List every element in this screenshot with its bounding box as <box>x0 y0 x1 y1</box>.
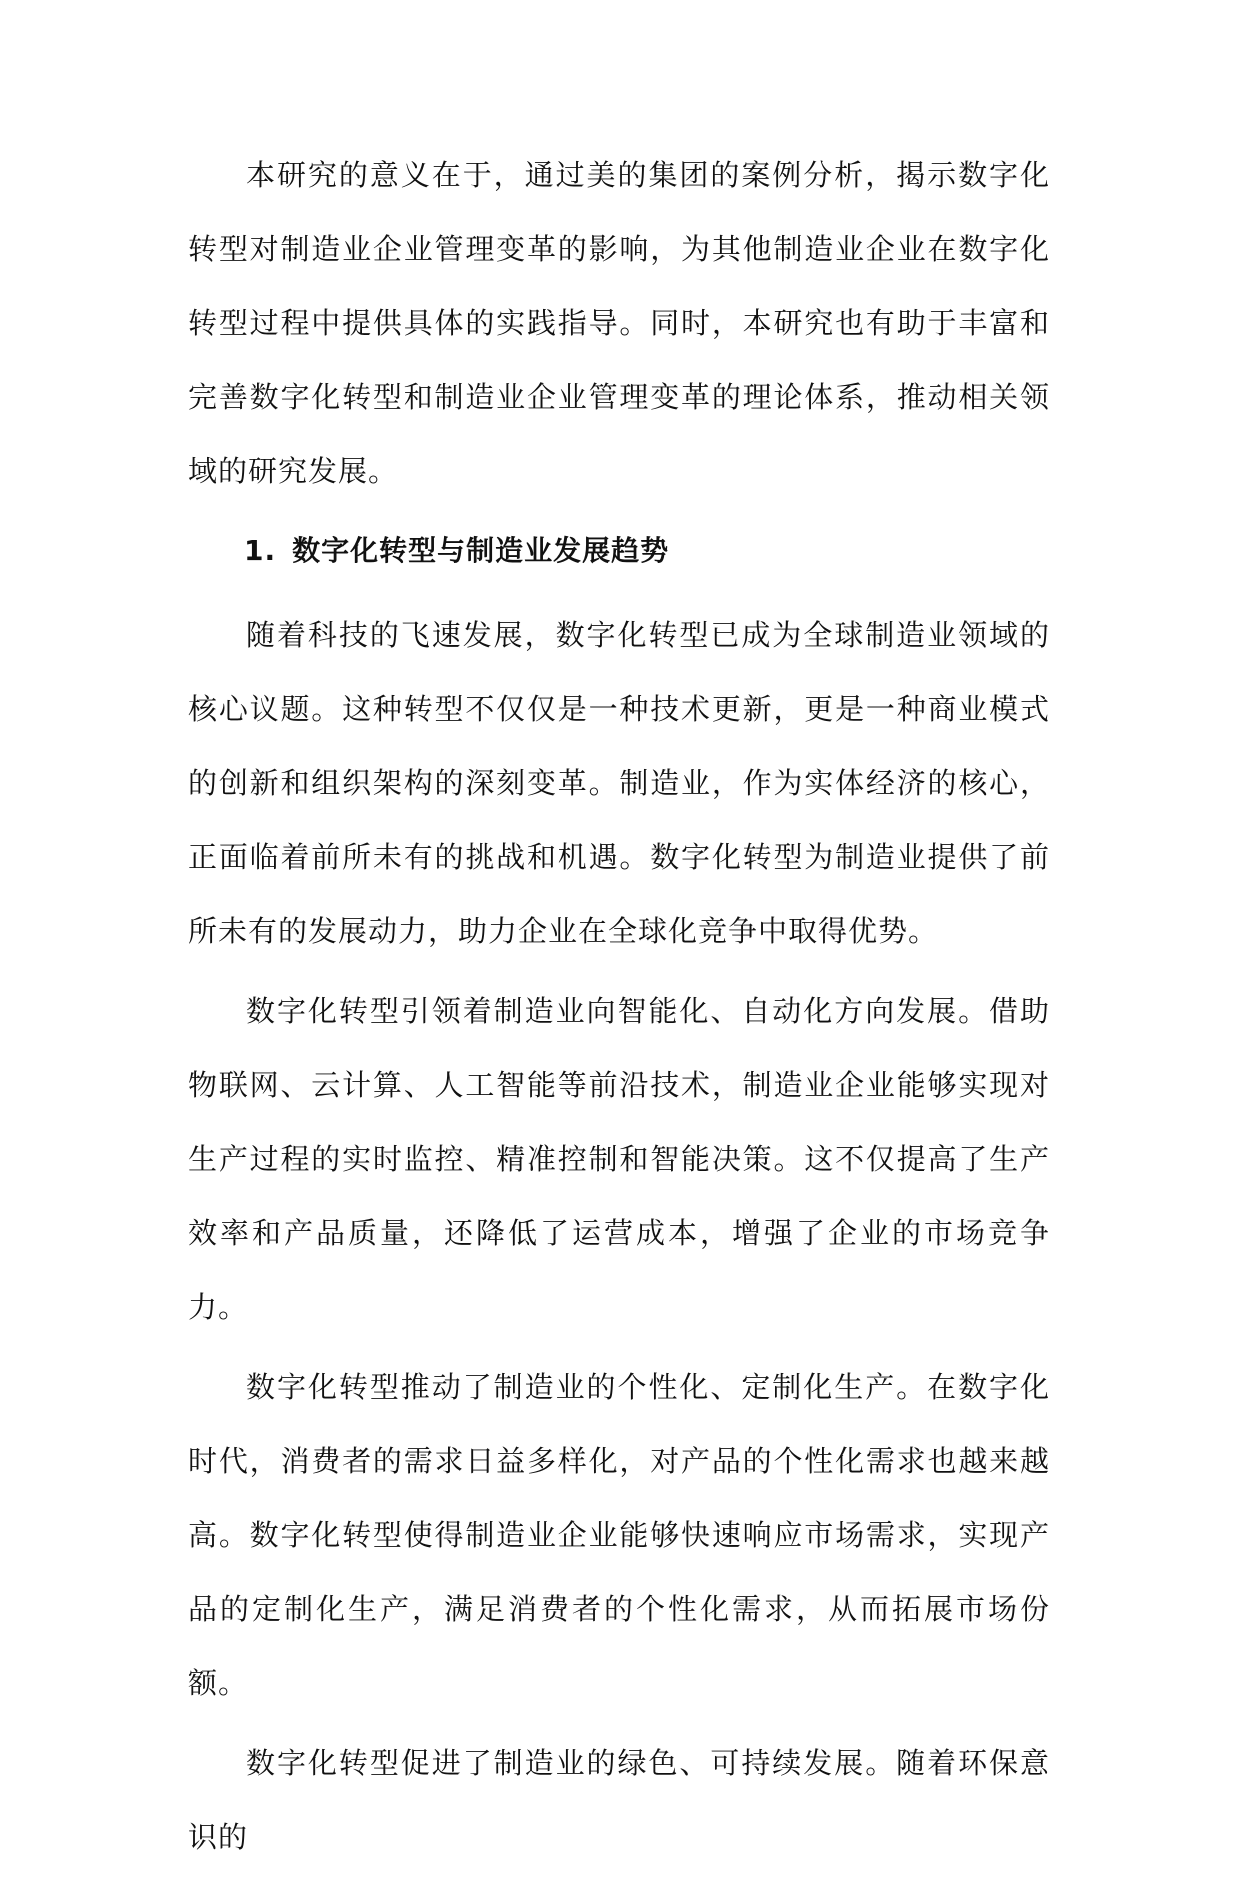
section-number: 1. <box>244 534 277 567</box>
section-heading <box>188 514 1050 588</box>
section-title: 数字化转型与制造业发展趋势 <box>292 534 670 567</box>
document-body <box>188 138 1050 1880</box>
paragraph-trend-intro: 随着科技的飞速发展，数字化转型已成为全球制造业领域的核心议题。这种转型不仅仅是一种技术更新，更是一种商业模式的创新和组织架构的深刻变革。制造业，作为实体经济的核心，正面临着前所未有的挑战和机遇。数字化转型为制造业提供了前所未有的发展动力，助力企业在全球化竞争中取得优势。 <box>188 618 1050 948</box>
paragraph-intelligent-automation: 数字化转型引领着制造业向智能化、自动化方向发展。借助物联网、云计算、人工智能等前沿技术，制造业企业能够实现对生产过程的实时监控、精准控制和智能决策。这不仅提高了生产效率和产品质量，还降低了运营成本，增强了企业的市场竞争力。 <box>188 994 1050 1324</box>
paragraph-customization: 数字化转型推动了制造业的个性化、定制化生产。在数字化时代，消费者的需求日益多样化，对产品的个性化需求也越来越高。数字化转型使得制造业企业能够快速响应市场需求，实现产品的定制化生产，满足消费者的个性化需求，从而拓展市场份额。 <box>188 1370 1050 1700</box>
paragraph-green-sustainable: 数字化转型促进了制造业的绿色、可持续发展。随着环保意识的 <box>188 1746 1050 1854</box>
paragraph-significance: 本研究的意义在于，通过美的集团的案例分析，揭示数字化转型对制造业企业管理变革的影响，为其他制造业企业在数字化转型过程中提供具体的实践指导。同时，本研究也有助于丰富和完善数字化转型和制造业企业管理变革的理论体系，推动相关领域的研究发展。 <box>188 158 1050 488</box>
